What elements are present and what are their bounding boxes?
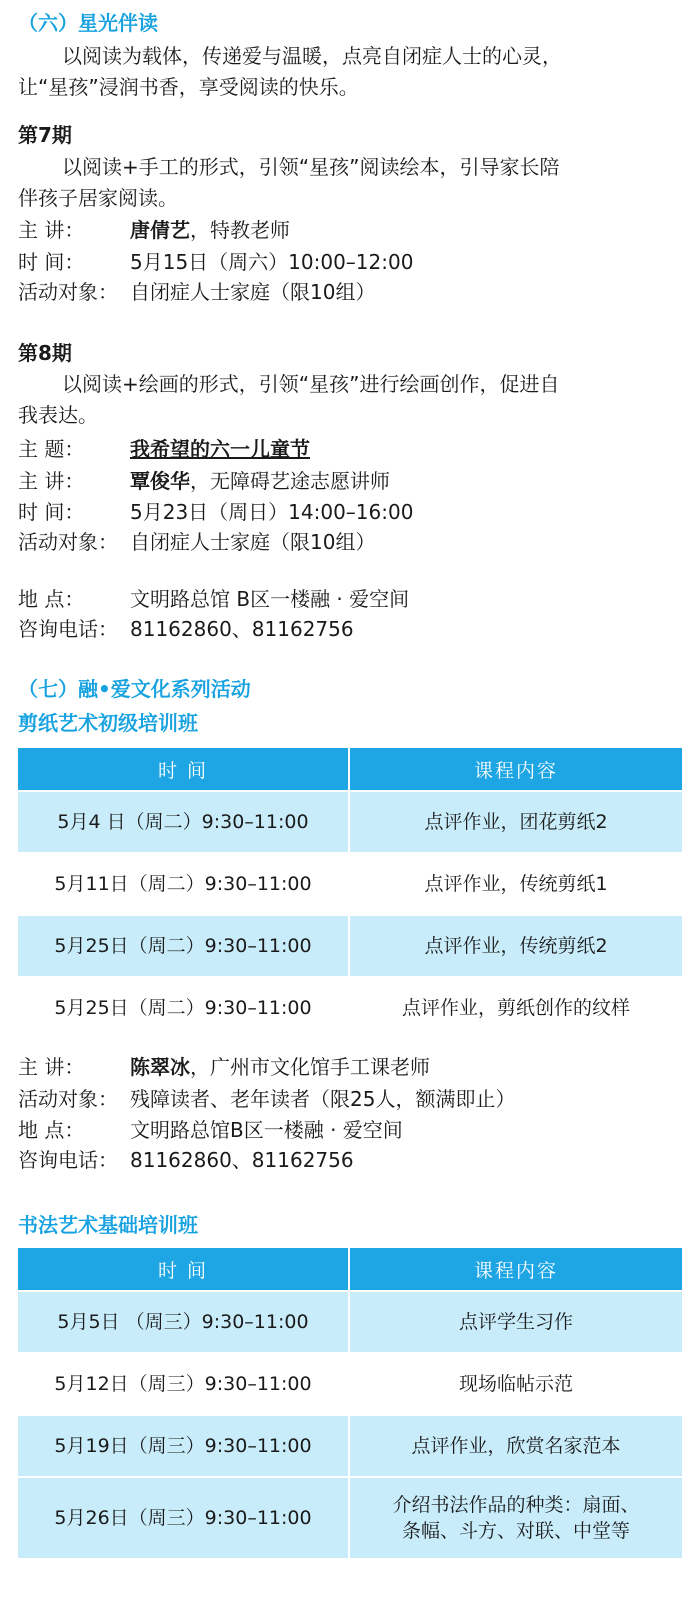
cell-time: 5月11日（周二）9:30–11:00 [18, 854, 350, 914]
phone-value: 81162860、81162756 [130, 1148, 354, 1172]
speaker-title: ，特教老师 [190, 218, 290, 242]
place-value: 文明路总馆 B区一楼融 · 爱空间 [130, 587, 410, 611]
cell-content: 点评学生习作 [350, 1292, 682, 1352]
cell-time: 5月12日（周三）9:30–11:00 [18, 1354, 350, 1414]
period-8-target [18, 527, 682, 557]
target-key: 活动对象： [18, 280, 118, 304]
speaker-title: ，无障碍艺途志愿讲师 [190, 469, 390, 493]
phone-key: 咨询电话： [18, 1148, 118, 1172]
papercut-speaker [18, 1052, 682, 1082]
table-row [18, 854, 682, 914]
target-value: 自闭症人士家庭（限10组） [130, 530, 376, 554]
cell-time: 5月25日（周二）9:30–11:00 [18, 916, 350, 976]
time-value: 5月23日（周日）14:00–16:00 [130, 500, 414, 524]
papercut-schedule-table [18, 746, 682, 1040]
cell-time: 5月5日 （周三）9:30–11:00 [18, 1292, 350, 1352]
cell-time: 5月19日（周三）9:30–11:00 [18, 1416, 350, 1476]
phone-value: 81162860、81162756 [130, 617, 354, 641]
col-header-time: 时 间 [18, 748, 350, 790]
period-7-speaker [18, 215, 682, 245]
time-key: 时 间： [18, 250, 85, 274]
speaker-name: 陈翠冰 [130, 1055, 190, 1079]
speaker-key: 主 讲： [18, 218, 85, 242]
speaker-name: 覃俊华 [130, 469, 190, 493]
table-header-row [18, 1248, 682, 1290]
phone-key: 咨询电话： [18, 617, 118, 641]
speaker-name: 唐倩艺 [130, 218, 190, 242]
cell-time: 5月26日（周三）9:30–11:00 [18, 1478, 350, 1558]
papercut-class-title: 剪纸艺术初级培训班 [18, 711, 198, 735]
section-title-culture-series: （七）融•爱文化系列活动 [18, 677, 251, 701]
place-key: 地 点： [18, 1118, 85, 1142]
period-7-time [18, 247, 682, 277]
col-header-content: 课程内容 [350, 1248, 682, 1290]
period-7-target [18, 277, 682, 307]
period-7-desc-1: 以阅读+手工的形式，引领“星孩”阅读绘本，引导家长陪 [62, 155, 560, 179]
cell-content-line-2: 条幅、斗方、对联、中堂等 [401, 1520, 630, 1542]
cell-content-line-1: 介绍书法作品的种类：扇面、 [392, 1494, 640, 1516]
papercut-phone [18, 1145, 682, 1175]
period-8-label: 第8期 [18, 341, 72, 365]
time-key: 时 间： [18, 500, 85, 524]
papercut-target [18, 1084, 682, 1114]
location-1-place [18, 584, 682, 614]
speaker-key: 主 讲： [18, 469, 85, 493]
place-key: 地 点： [18, 587, 85, 611]
table-row [18, 978, 682, 1038]
target-key: 活动对象： [18, 530, 118, 554]
cell-time: 5月4 日（周二）9:30–11:00 [18, 792, 350, 852]
table-row [18, 1478, 682, 1558]
table-row [18, 916, 682, 976]
theme-key: 主 题： [18, 437, 85, 461]
cell-content: 现场临帖示范 [350, 1354, 682, 1414]
theme-value: 我希望的六一儿童节 [130, 437, 310, 461]
speaker-title: ，广州市文化馆手工课老师 [190, 1055, 430, 1079]
period-8-speaker [18, 466, 682, 496]
cell-content: 点评作业，传统剪纸1 [350, 854, 682, 914]
period-8-desc-1: 以阅读+绘画的形式，引领“星孩”进行绘画创作，促进自 [62, 372, 560, 396]
cell-time: 5月25日（周二）9:30–11:00 [18, 978, 350, 1038]
table-row [18, 1354, 682, 1414]
intro-line-1: 以阅读为载体，传递爱与温暖，点亮自闭症人士的心灵， [62, 44, 562, 68]
cell-content: 点评作业，剪纸创作的纹样 [350, 978, 682, 1038]
calligraphy-class-title: 书法艺术基础培训班 [18, 1213, 198, 1237]
target-value: 残障读者、老年读者（限25人，额满即止） [130, 1087, 516, 1111]
table-row [18, 1292, 682, 1352]
period-7-desc-2: 伴孩子居家阅读。 [18, 186, 178, 210]
period-8-desc-2: 我表达。 [18, 403, 98, 427]
table-row [18, 1416, 682, 1476]
col-header-content: 课程内容 [350, 748, 682, 790]
cell-content [350, 1478, 682, 1558]
location-1-phone [18, 614, 682, 644]
calligraphy-schedule-table [18, 1246, 682, 1560]
target-value: 自闭症人士家庭（限10组） [130, 280, 376, 304]
cell-content: 点评作业，团花剪纸2 [350, 792, 682, 852]
col-header-time: 时 间 [18, 1248, 350, 1290]
period-8-time [18, 497, 682, 527]
time-value: 5月15日（周六）10:00–12:00 [130, 250, 414, 274]
intro-line-2: 让“星孩”浸润书香，享受阅读的快乐。 [18, 75, 359, 99]
section-title-star-reading: （六）星光伴读 [18, 11, 158, 35]
papercut-place [18, 1115, 682, 1145]
place-value: 文明路总馆B区一楼融 · 爱空间 [130, 1118, 403, 1142]
table-row [18, 792, 682, 852]
cell-content: 点评作业，传统剪纸2 [350, 916, 682, 976]
period-7-label: 第7期 [18, 123, 72, 147]
table-header-row [18, 748, 682, 790]
cell-content: 点评作业，欣赏名家范本 [350, 1416, 682, 1476]
period-8-theme [18, 434, 682, 464]
speaker-key: 主 讲： [18, 1055, 85, 1079]
target-key: 活动对象： [18, 1087, 118, 1111]
